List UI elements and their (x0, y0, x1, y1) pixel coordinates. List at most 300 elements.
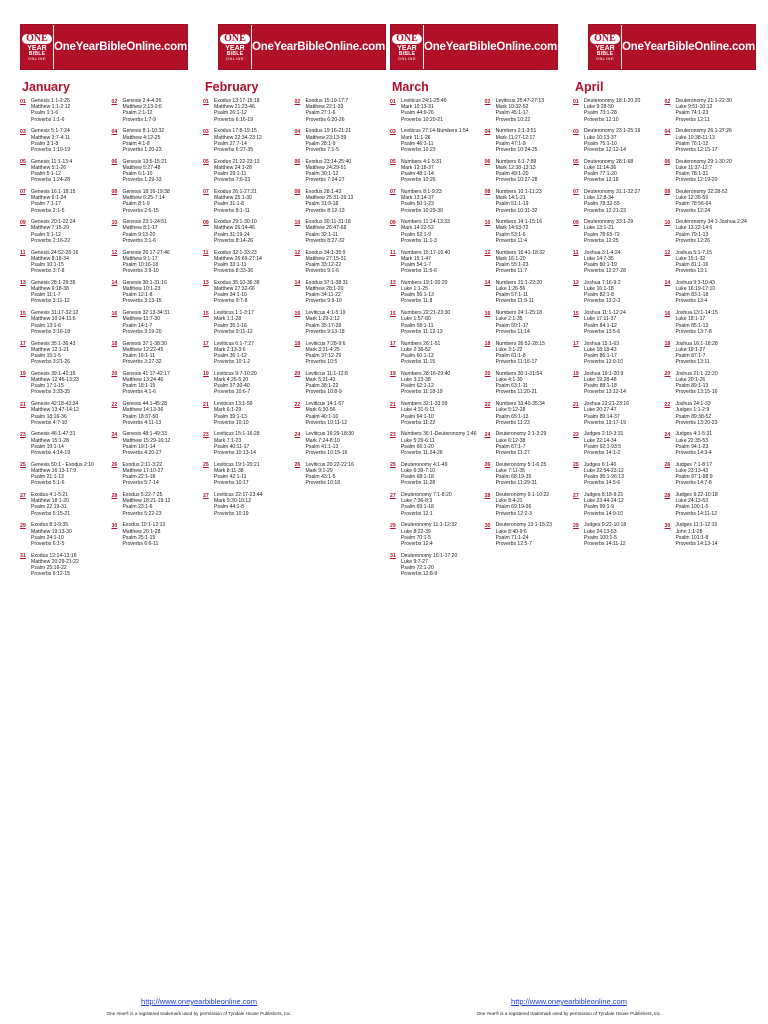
entry-day-number[interactable]: 16 (111, 310, 118, 317)
reading-entry[interactable] (295, 98, 379, 123)
entry-day-number[interactable]: 28 (484, 492, 491, 499)
entry-day-number[interactable]: 09 (573, 219, 579, 226)
reading-entry[interactable] (485, 522, 565, 547)
reading-entry[interactable] (20, 310, 104, 335)
entry-day-number[interactable]: 10 (664, 219, 671, 226)
entry-day-number[interactable]: 06 (111, 159, 118, 166)
entry-references (123, 98, 162, 123)
reading-entry[interactable] (573, 462, 657, 487)
entry-day-number[interactable]: 20 (664, 371, 671, 378)
reading-entry[interactable] (573, 522, 657, 547)
entry-reference-line: Psalm 76:1-12 (675, 140, 709, 147)
entry-day-number[interactable]: 13 (20, 280, 26, 287)
entry-reference-line: Proverbs 11:29-31 (495, 480, 538, 487)
entry-references (31, 341, 75, 366)
reading-entry[interactable] (295, 371, 379, 396)
reading-entry[interactable] (203, 128, 287, 153)
entry-reference-line: Proverbs 2:6-15 (122, 207, 159, 214)
entry-day-number[interactable]: 13 (390, 280, 396, 287)
reading-entry[interactable] (665, 431, 749, 456)
reading-entry[interactable] (203, 98, 287, 123)
entry-day-number[interactable]: 22 (484, 401, 491, 408)
reading-entry[interactable] (20, 128, 104, 153)
entry-reference-line: Luke 3:23-38 (401, 377, 431, 384)
reading-entry[interactable] (573, 371, 657, 396)
entry-day-number[interactable]: 20 (484, 371, 491, 378)
entry-day-number[interactable]: 07 (203, 189, 209, 196)
reading-entry[interactable] (20, 219, 104, 244)
reading-entry[interactable] (203, 462, 287, 487)
entry-day-number[interactable]: 11 (20, 250, 26, 257)
entry-day-number[interactable]: 16 (664, 310, 671, 317)
entry-day-number[interactable]: 26 (111, 462, 118, 469)
reading-entry[interactable] (112, 462, 196, 487)
reading-entry[interactable] (112, 189, 196, 214)
reading-entry[interactable] (390, 371, 477, 396)
entry-day-number[interactable]: 11 (390, 250, 396, 257)
month-title: April (575, 80, 604, 94)
entry-day-number[interactable]: 03 (573, 128, 579, 135)
entry-day-number[interactable]: 05 (573, 159, 579, 166)
reading-entry[interactable] (295, 219, 379, 244)
entry-day-number[interactable]: 14 (664, 280, 671, 287)
entry-day-number[interactable]: 25 (390, 462, 396, 469)
reading-entry[interactable] (390, 462, 477, 487)
entry-day-number[interactable]: 02 (484, 98, 491, 105)
entry-reference-line: Proverbs 11:9-11 (495, 298, 534, 305)
entry-day-number[interactable]: 24 (111, 431, 118, 438)
entry-day-number[interactable]: 18 (111, 341, 118, 347)
entry-day-number[interactable]: 28 (664, 492, 671, 499)
entry-day-number[interactable]: 24 (484, 431, 491, 438)
reading-entry[interactable] (573, 219, 657, 244)
entry-day-number[interactable]: 12 (294, 250, 301, 257)
entry-day-number[interactable]: 16 (294, 310, 301, 317)
reading-entry[interactable] (665, 371, 749, 396)
entry-day-number[interactable]: 21 (203, 401, 209, 408)
reading-entry[interactable] (112, 522, 196, 547)
entry-day-number[interactable]: 02 (111, 98, 118, 105)
reading-entry[interactable] (295, 159, 379, 184)
reading-entry[interactable] (20, 462, 104, 487)
april-column-2 (665, 98, 749, 553)
reading-entry[interactable] (20, 189, 104, 214)
reading-entry[interactable] (665, 401, 749, 426)
entry-day-number[interactable]: 03 (390, 128, 396, 135)
entry-reference-line: Proverbs 10:27-28 (495, 177, 538, 184)
entry-day-number[interactable]: 08 (664, 189, 671, 196)
reading-entry[interactable] (203, 189, 287, 214)
reading-entry[interactable] (203, 431, 287, 456)
entry-day-number[interactable]: 19 (573, 371, 579, 378)
entry-day-number[interactable]: 01 (20, 98, 26, 105)
entry-day-number[interactable]: 06 (294, 159, 301, 166)
reading-entry[interactable] (20, 371, 104, 396)
entry-day-number[interactable]: 19 (203, 371, 209, 378)
reading-entry[interactable] (20, 341, 104, 366)
reading-entry[interactable] (295, 401, 379, 426)
reading-entry[interactable] (203, 219, 287, 244)
reading-entry[interactable] (665, 219, 749, 244)
reading-entry[interactable] (20, 401, 104, 426)
entry-reference-line: Psalm 85:1-13 (675, 322, 709, 329)
entry-reference-line: Psalm 40:1-10 (305, 413, 339, 420)
entry-reference-line: Matthew 27:15-31 (305, 255, 347, 262)
reading-entry[interactable] (665, 492, 749, 517)
entry-day-number[interactable]: 07 (573, 189, 579, 196)
entry-day-number[interactable]: 10 (294, 219, 301, 226)
reading-entry[interactable] (203, 371, 287, 396)
reading-entry[interactable] (485, 189, 565, 214)
entry-day-number[interactable]: 17 (203, 341, 209, 347)
reading-entry[interactable] (390, 280, 477, 305)
reading-entry[interactable] (573, 401, 657, 426)
reading-entry[interactable] (485, 401, 565, 426)
reading-entry[interactable] (295, 310, 379, 335)
entry-day-number[interactable]: 02 (664, 98, 671, 105)
entry-day-number[interactable]: 05 (203, 159, 209, 166)
brand-logo[interactable] (588, 24, 756, 70)
entry-day-number[interactable]: 26 (294, 462, 301, 469)
entry-day-number[interactable]: 10 (111, 219, 118, 226)
entry-day-number[interactable]: 04 (111, 128, 118, 135)
entry-day-number[interactable]: 24 (294, 431, 301, 438)
entry-day-number[interactable]: 01 (203, 98, 209, 105)
reading-entry[interactable] (295, 341, 379, 366)
reading-entry[interactable] (20, 280, 104, 305)
entry-day-number[interactable]: 20 (294, 371, 301, 378)
entry-reference-line: Genesis 28:1-29:35 (31, 279, 76, 286)
entry-day-number[interactable]: 31 (20, 553, 26, 560)
entry-day-number[interactable]: 05 (390, 159, 396, 166)
entry-reference-line: Proverbs 3:27-32 (122, 359, 162, 366)
entry-references (401, 128, 469, 153)
reading-entry[interactable] (295, 250, 379, 275)
entry-references (584, 219, 633, 244)
entry-day-number[interactable]: 13 (573, 280, 579, 287)
reading-entry[interactable] (390, 159, 477, 184)
reading-entry[interactable] (203, 492, 287, 517)
entry-day-number[interactable]: 31 (390, 553, 396, 560)
entry-day-number[interactable]: 11 (203, 250, 209, 257)
entry-day-number[interactable]: 13 (203, 280, 209, 287)
entry-day-number[interactable]: 03 (20, 128, 26, 135)
entry-day-number[interactable]: 25 (203, 462, 209, 469)
entry-day-number[interactable]: 26 (484, 462, 491, 469)
reading-entry[interactable] (20, 250, 104, 275)
entry-day-number[interactable]: 01 (573, 98, 579, 105)
entry-references (31, 522, 72, 547)
entry-day-number[interactable]: 21 (20, 401, 26, 408)
reading-entry[interactable] (485, 250, 565, 275)
entry-day-number[interactable]: 25 (573, 462, 579, 469)
entry-reference-line: Proverbs 12:10 (584, 116, 619, 123)
entry-reference-line: Proverbs 12:4 (401, 540, 433, 547)
reading-entry[interactable] (112, 219, 196, 244)
entry-day-number[interactable]: 07 (20, 189, 26, 196)
reading-entry[interactable] (390, 431, 477, 456)
entry-day-number[interactable]: 15 (20, 310, 26, 317)
entry-reference-line: John 1:1-28 (675, 528, 703, 535)
reading-entry[interactable] (665, 98, 749, 123)
entry-reference-line: Matthew 19:13-30 (31, 528, 72, 535)
entry-day-number[interactable]: 26 (664, 462, 671, 469)
entry-day-number[interactable]: 17 (390, 341, 396, 347)
entry-reference-line: Psalm 18:16-36 (31, 413, 67, 420)
reading-entry[interactable] (390, 310, 477, 335)
entry-reference-line: Luke 1:26-56 (495, 286, 526, 293)
entry-day-number[interactable]: 09 (20, 219, 26, 226)
reading-entry[interactable] (390, 128, 477, 153)
reading-entry[interactable] (203, 401, 287, 426)
reading-entry[interactable] (203, 159, 287, 184)
reading-entry[interactable] (665, 310, 749, 335)
reading-entry[interactable] (665, 462, 749, 487)
reading-entry[interactable] (390, 98, 477, 123)
entry-day-number[interactable]: 22 (294, 401, 301, 408)
entry-reference-line: Proverbs 11:18-19 (401, 389, 443, 396)
entry-day-number[interactable]: 19 (20, 371, 26, 378)
reading-entry[interactable] (665, 128, 749, 153)
reading-entry[interactable] (20, 492, 104, 517)
entry-day-number[interactable]: 11 (573, 250, 579, 257)
entry-day-number[interactable]: 04 (484, 128, 491, 135)
entry-reference-line: Exodus 5:22-7:25 (122, 492, 163, 499)
entry-day-number[interactable]: 12 (484, 250, 491, 257)
reading-entry[interactable] (390, 219, 477, 244)
entry-reference-line: Psalm 39:1-13 (214, 413, 247, 420)
entry-day-number[interactable]: 19 (390, 371, 396, 378)
entry-day-number[interactable]: 16 (484, 310, 491, 317)
entry-day-number[interactable]: 18 (294, 341, 301, 347)
reading-entry[interactable] (573, 492, 657, 517)
reading-entry[interactable] (20, 522, 104, 547)
entry-day-number[interactable]: 20 (111, 371, 118, 378)
entry-day-number[interactable]: 14 (111, 280, 118, 287)
entry-reference-line: Proverbs 14:9-10 (584, 510, 624, 517)
reading-entry[interactable] (665, 341, 749, 366)
reading-entry[interactable] (112, 371, 196, 396)
reading-entry[interactable] (390, 522, 477, 547)
reading-entry[interactable] (20, 553, 104, 578)
reading-entry[interactable] (485, 98, 565, 123)
reading-entry[interactable] (665, 159, 749, 184)
entry-day-number[interactable]: 18 (484, 341, 491, 347)
reading-entry[interactable] (112, 280, 196, 305)
reading-entry[interactable] (203, 280, 287, 305)
reading-entry[interactable] (485, 128, 565, 153)
entry-reference-line: Matthew 22:1-33 (305, 104, 344, 111)
reading-entry[interactable] (485, 310, 565, 335)
entry-day-number[interactable]: 09 (390, 219, 396, 226)
entry-day-number[interactable]: 06 (664, 159, 671, 166)
entry-day-number[interactable]: 29 (390, 522, 396, 529)
reading-entry[interactable] (573, 128, 657, 153)
entry-reference-line: Deuteronomy 21:1-22:30 (675, 98, 732, 104)
reading-entry[interactable] (573, 159, 657, 184)
entry-day-number[interactable]: 03 (203, 128, 209, 135)
entry-reference-line: Psalm 6:1-10 (122, 171, 153, 178)
reading-entry[interactable] (390, 401, 477, 426)
brand-logo-one: ONE (392, 34, 422, 44)
reading-entry[interactable] (573, 98, 657, 123)
entry-day-number[interactable]: 10 (484, 219, 491, 226)
reading-entry[interactable] (573, 280, 657, 305)
entry-day-number[interactable]: 08 (111, 189, 118, 196)
entry-day-number[interactable]: 27 (203, 492, 209, 499)
entry-reference-line: Luke 18:1-17 (675, 316, 706, 323)
reading-entry[interactable] (112, 310, 196, 335)
entry-reference-line: Proverbs 13:17-19 (584, 419, 626, 426)
reading-entry[interactable] (112, 341, 196, 366)
brand-logo-bible: BIBLE (596, 50, 614, 57)
reading-entry[interactable] (573, 189, 657, 214)
entry-day-number[interactable]: 15 (573, 310, 579, 317)
entry-day-number[interactable]: 30 (664, 522, 671, 529)
entry-day-number[interactable]: 23 (573, 431, 579, 438)
reading-entry[interactable] (295, 462, 379, 487)
entry-reference-line: Psalm 47:1-9 (495, 140, 526, 147)
entry-day-number[interactable]: 15 (203, 310, 209, 317)
entry-reference-line: Numbers 26:52-28:15 (495, 340, 545, 347)
entry-day-number[interactable]: 23 (20, 431, 26, 438)
entry-day-number[interactable]: 17 (20, 341, 26, 347)
entry-day-number[interactable]: 25 (20, 462, 26, 469)
entry-reference-line: Matthew 20:29-21:22 (31, 558, 79, 565)
entry-reference-line: Psalm 57:1-11 (495, 292, 529, 299)
reading-entry[interactable] (112, 250, 196, 275)
entry-day-number[interactable]: 12 (111, 250, 118, 257)
reading-entry[interactable] (390, 189, 477, 214)
reading-entry[interactable] (390, 553, 477, 578)
reading-entry[interactable] (295, 189, 379, 214)
reading-entry[interactable] (665, 250, 749, 275)
entry-day-number[interactable]: 23 (390, 431, 396, 438)
entry-day-number[interactable]: 22 (664, 401, 671, 408)
entry-day-number[interactable]: 27 (573, 492, 579, 499)
reading-entry[interactable] (295, 128, 379, 153)
entry-reference-line: Luke 22:35-53 (675, 437, 709, 444)
entry-reference-line: Psalm 35:17-28 (305, 322, 342, 329)
entry-day-number[interactable]: 07 (390, 189, 396, 196)
site-url-link[interactable]: http://www.oneyearbibleonline.com (511, 997, 627, 1006)
reading-entry[interactable] (112, 159, 196, 184)
entry-day-number[interactable]: 27 (390, 492, 396, 499)
brand-logo[interactable] (218, 24, 386, 70)
reading-entry[interactable] (665, 522, 749, 547)
entry-day-number[interactable]: 04 (294, 128, 301, 135)
reading-entry[interactable] (112, 98, 196, 123)
reading-entry[interactable] (485, 219, 565, 244)
entry-references (31, 492, 70, 517)
entry-day-number[interactable]: 02 (294, 98, 301, 105)
brand-logo[interactable] (20, 24, 188, 70)
entry-reference-line: Exodus 12:14-13:16 (31, 552, 77, 559)
entry-day-number[interactable]: 22 (111, 401, 118, 408)
entry-day-number[interactable]: 29 (573, 522, 579, 529)
entry-day-number[interactable]: 30 (484, 522, 491, 529)
entry-reference-line: Mark 7:24-8:10 (305, 437, 340, 444)
entry-reference-line: Proverbs 12:21-23 (584, 207, 626, 214)
reading-entry[interactable] (295, 431, 379, 456)
entry-day-number[interactable]: 15 (390, 310, 396, 317)
site-url-link[interactable]: http://www.oneyearbibleonline.com (141, 997, 257, 1006)
entry-references (584, 462, 624, 487)
reading-entry[interactable] (485, 280, 565, 305)
reading-entry[interactable] (390, 492, 477, 517)
reading-entry[interactable] (390, 341, 477, 366)
entry-day-number[interactable]: 14 (484, 280, 491, 287)
reading-entry[interactable] (485, 431, 565, 456)
entry-day-number[interactable]: 21 (390, 401, 396, 408)
entry-references (676, 250, 713, 275)
reading-entry[interactable] (112, 401, 196, 426)
entry-reference-line: Numbers 30:1-31:54 (495, 370, 543, 377)
entry-day-number[interactable]: 04 (664, 128, 671, 135)
entry-day-number[interactable]: 01 (390, 98, 396, 105)
entry-day-number[interactable]: 21 (573, 401, 579, 408)
entry-reference-line: Luke 12:8-34 (584, 195, 614, 202)
entry-references (496, 219, 542, 244)
reading-entry[interactable] (203, 341, 287, 366)
reading-entry[interactable] (203, 310, 287, 335)
reading-entry[interactable] (390, 250, 477, 275)
entry-day-number[interactable]: 30 (111, 522, 118, 529)
brand-logo[interactable] (390, 24, 558, 70)
reading-entry[interactable] (112, 128, 196, 153)
entry-day-number[interactable]: 14 (294, 280, 301, 287)
entry-day-number[interactable]: 05 (20, 159, 26, 166)
entry-day-number[interactable]: 24 (664, 431, 671, 438)
reading-entry[interactable] (573, 341, 657, 366)
entry-reference-line: Exodus 23:14-25:40 (305, 158, 352, 165)
reading-entry[interactable] (573, 310, 657, 335)
entry-reference-line: Exodus 21:22-23:13 (214, 158, 260, 165)
reading-entry[interactable] (20, 98, 104, 123)
entry-day-number[interactable]: 06 (484, 159, 491, 166)
entry-references (306, 310, 346, 335)
reading-entry[interactable] (20, 431, 104, 456)
entry-day-number[interactable]: 29 (20, 522, 26, 529)
entry-day-number[interactable]: 28 (111, 492, 118, 499)
reading-entry[interactable] (295, 280, 379, 305)
reading-entry[interactable] (665, 189, 749, 214)
entry-references (123, 431, 171, 456)
entry-day-number[interactable]: 12 (664, 250, 671, 257)
reading-entry[interactable] (573, 250, 657, 275)
entry-day-number[interactable]: 08 (294, 189, 301, 196)
entry-day-number[interactable]: 23 (203, 431, 209, 438)
reading-entry[interactable] (485, 341, 565, 366)
entry-day-number[interactable]: 09 (203, 219, 209, 226)
reading-entry[interactable] (112, 492, 196, 517)
entry-day-number[interactable]: 08 (484, 189, 491, 196)
reading-entry[interactable] (485, 492, 565, 517)
reading-entry[interactable] (485, 462, 565, 487)
entry-reference-line: Numbers 11:24-13:33 (401, 219, 450, 226)
reading-entry[interactable] (203, 250, 287, 275)
reading-entry[interactable] (112, 431, 196, 456)
entry-day-number[interactable]: 17 (573, 341, 579, 347)
reading-entry[interactable] (573, 431, 657, 456)
entry-reference-line: Luke 22:54-23:12 (584, 467, 624, 474)
entry-day-number[interactable]: 18 (664, 341, 671, 347)
reading-entry[interactable] (665, 280, 749, 305)
entry-day-number[interactable]: 27 (20, 492, 26, 499)
reading-entry[interactable] (485, 159, 565, 184)
reading-entry[interactable] (485, 371, 565, 396)
reading-entry[interactable] (20, 159, 104, 184)
